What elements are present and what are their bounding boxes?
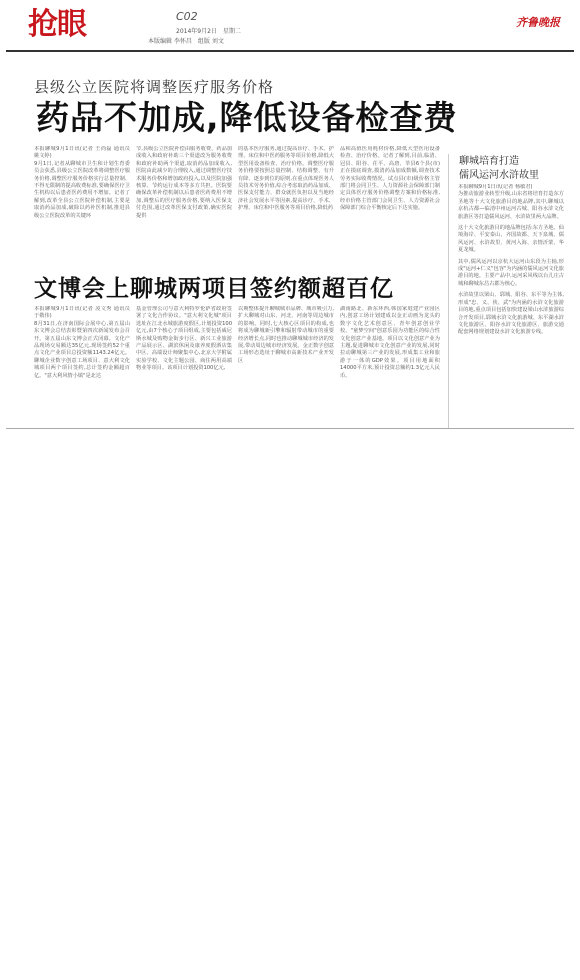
- article1-column-text: 品和高值医用耗材价格,降低大型医用设备检查、治疗价格。记者了解到,目前,临清、冠县、阳谷、茌平、高唐、莘县6个县(市)正在摸底调查,摸清药品加成数额,调查技术劳务实际收费情况。试点县(市)级价格主管部门将会同卫生、人力资源社会保障部门制定具体医疗服务价格调整方案和价格标准,经市价格主管部门会同卫生、人力资源社会保障部门综合平衡核定后下达实施。: [340, 146, 440, 212]
- page-bottom-rule: [6, 428, 574, 429]
- sidebar-title-line-1: 聊城培育打造: [459, 156, 519, 167]
- article1-column-1: [34, 146, 130, 262]
- page-number: C02: [176, 10, 198, 23]
- sidebar-paragraph: 其中,儒风运河以京杭大运河山东段为主轴,形成"运河+仁义"包容"为内涵的儒风运河文化旅游目的地。主要产品中,运河采风线以台儿庄古城和聊城东昌古郡为核心。: [458, 258, 564, 287]
- newspaper-page: [6, 6, 574, 428]
- sidebar-title-line-2: 儒风运河水浒故里: [459, 170, 539, 181]
- dateline: 2014年9月2日 星期二: [176, 28, 241, 35]
- article2-column-text: 基金管理公司与意大利特罗伦萨省政府签署了文化合作协议。"意大利文化城"项目选址在江北水城旅游度假区,计划投资100亿元,由7个核心子项目组成,主要包括威尼斯水城及购物金街步行区、新兴工业旅游产品展示区、湖滨休闲及康养度假酒店集中区、高端设计师聚集中心,北京大学附属实验学校、文化主题公园、商住两用高端物业等项目。该项目计划投资100亿元,: [136, 306, 232, 372]
- editors-credit: 本版编辑 李怀昌 组版 刘文: [148, 38, 224, 45]
- masthead: [6, 6, 574, 52]
- article2-column-4: [340, 306, 440, 424]
- article1-byline: 本报聊城9月1日讯(记者 王尚磊 通讯员 姚文婷): [34, 146, 130, 160]
- article1-headline: 药品不加成,降低设备检查费: [36, 98, 458, 137]
- article2-byline: 本报聊城9月1日讯(记者 凌文秀 通讯员 于敬伟): [34, 306, 130, 320]
- article1-column-text: 9月1日,记者从聊城市卫生和计划生育委员会获悉,县级公立医院改革将调整医疗服务价格,调整医疗服务价格实行总量控制、不得无限制的提高收费标准,要确保医疗卫生机构以后患者医药费用不增加。记者了解到,改革全县公立医院补偿机制,主要是取消药品加成,破除以药补医机制,推进县级公立医院改革的关键环: [34, 160, 130, 219]
- article2-column-2: [136, 306, 232, 424]
- sidebar-paragraph: 为推动旅游业转型升级,山东省将培育打造东方圣地等十大文化旅游目的地品牌,其中,聊城以京杭古都—临清中州运河古城、阳谷水浒文化旅游区等打造儒风运河、水浒故里两大品牌。: [458, 191, 564, 220]
- column-divider: [448, 154, 449, 429]
- article2-headline: 文博会上聊城两项目签约额超百亿: [34, 276, 394, 302]
- article2-column-text: 以期整体提升聊城城市品牌、城市吸引力,扩大聊城对山东、河北、河南等周边城市的影响。同时,七大核心区项目的构成,也将成为聊城新引擎和辐射带动城市的重要经济增长点,同时也推动聊城城市经济的发展,带动周边城市经济发展。金正数字创意工场形态选址于聊城市高新技术产业开发区: [238, 306, 334, 364]
- sidebar-byline: 本报聊城9月1日讯(记者 杨敏君): [458, 184, 533, 190]
- newspaper-name: 齐鲁晚报: [516, 16, 560, 29]
- sidebar-paragraph: 水浒故里以梁山、郓城、阳谷、东平等为主体,形成"忠、义、侠、武"为内涵的水浒文化旅游目的地,重点项目包括加快建设梁山水浒旅游综合开发项目,郓城水浒文化旅游城、东平湖水浒文化旅游区、阳谷水浒文化旅游区、旅游交通配套网络规划建设水浒文化旅游专线。: [458, 292, 564, 336]
- article2-column-text: 湖南路北、新东环西,韩国家庭建产业园区内,创意工场计划建成以金正动画为龙头的数字文化艺术创意区、青年创意创业学校、"童梦空间"创意乐园为功能区的综合性文化创意产业基地。项目以文化创意产业为主题,促进聊城市文化创意产业的发展,同时拉动聊城第三产业的发展,形成集工业和旅游于一体的GDP效果。项目用地面积14000平方米,预计投资总额约1.3亿元人民币。: [340, 306, 440, 379]
- article2-column-3: [238, 306, 334, 424]
- article1-column-2: [136, 146, 232, 262]
- article2-column-text: 8月31日,在济南国际会展中心,第五届山东文博会总结表彰暨第四次新闻发布会召开。第五届山东文博会正式闭幕。文化产品现场交易额达35亿元,现场签约52个重点文化产业项目总投资额1143.24亿元。聊城企业数字创意工场项目、意大利文化城项目两个项目签约,总计签约金额超百亿。"意大利风情小镇"是北达: [34, 320, 130, 379]
- article1-column-4: [340, 146, 440, 262]
- article1-column-3: [238, 146, 334, 262]
- sidebar-paragraph: 这十大文化旅游目的地品牌包括:东方圣地、仙境海岸、平安泰山、齐国故都、天下泉城、儒风运河、水浒故里、黄河入海、亲情沂蒙、华夏龙城。: [458, 225, 564, 254]
- article1-kicker: 县级公立医院将调整医疗服务价格: [34, 78, 275, 96]
- article2-column-1: [34, 306, 130, 424]
- article1-column-text: 的基本医疗服务,通过提高诊疗、手术、护理、床位和中医药服务等项目价格,降低大型医用设备检查、治疗价格。调整医疗服务价格要按照总量控制、结构调整、有升有降、逐步到位的原则,在重点体现医务人员技术劳务价值,综合考虑取消药品加成、医保支付能力、群众就医负担以及当地经济社会发展水平等因素,提高诊疗、手术、护理、床位和中医服务等项目价格,降低药: [238, 146, 334, 212]
- sidebar-body: [458, 184, 564, 426]
- section-logo: 抢眼: [28, 7, 86, 42]
- article1-column-text: 节,县级公立医院补偿由服务收费、药品加成收入和政府补助三个渠道改为服务收费和政府补助两个渠道,取消药品加成收入,医院由此减少的合理收入,通过调整医疗技术服务价格和增加政府投入,以及医院加强核算、节约运行成本等多方共担。医院要确保改革补偿机制以后患者医药费用不增加,调整后的医疗服务价格,要纳入医保支付范围,通过改革医保支付政策,确实医院提供: [136, 146, 232, 219]
